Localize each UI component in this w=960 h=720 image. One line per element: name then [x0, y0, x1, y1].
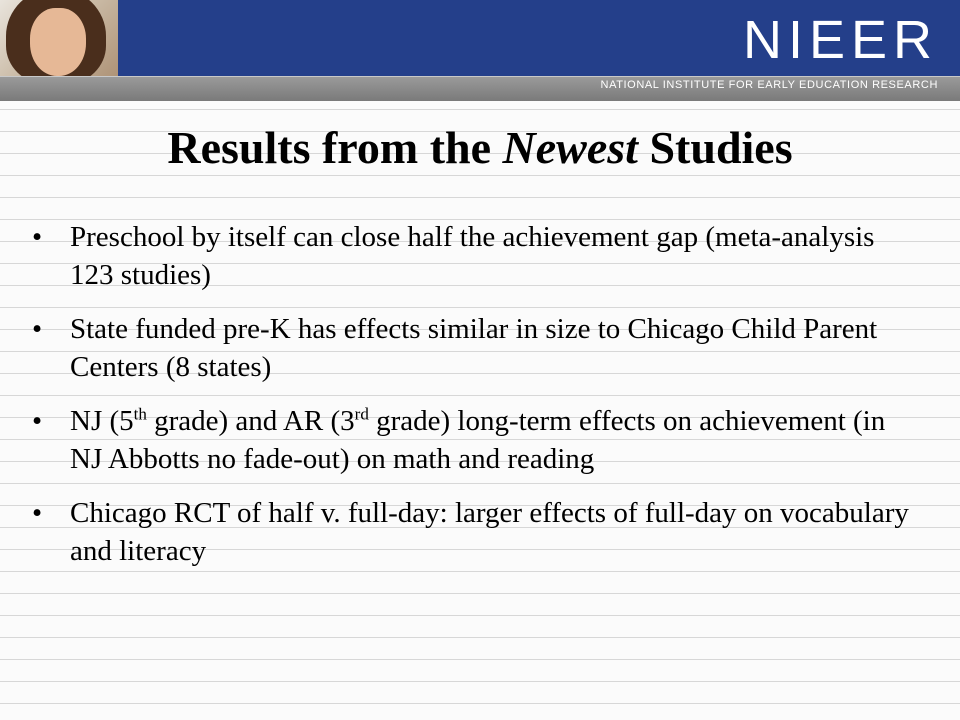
- bullet-item: [30, 402, 920, 478]
- ordinal-suffix: th: [133, 404, 147, 424]
- institute-tagline: NATIONAL INSTITUTE FOR EARLY EDUCATION RESEARCH: [600, 79, 938, 91]
- bullet-text-part: grade) and AR (3: [146, 405, 355, 437]
- bullet-list: [30, 218, 920, 586]
- photo-face: [30, 8, 86, 76]
- slide-title: [0, 118, 960, 178]
- bullet-item: [30, 494, 920, 570]
- ordinal-suffix: rd: [354, 404, 369, 424]
- bullet-item: [30, 310, 920, 386]
- bullet-text: State funded pre-K has effects similar in size to Chicago Child Parent Centers (8 states): [70, 313, 878, 383]
- header-banner: [0, 0, 960, 100]
- bullet-text: Preschool by itself can close half the achievement gap (meta-analysis 123 studies): [70, 221, 875, 291]
- bullet-text: Chicago RCT of half v. full-day: larger effects of full-day on vocabulary and literacy: [70, 497, 909, 567]
- title-end: Studies: [637, 122, 793, 173]
- bullet-item: [30, 218, 920, 294]
- bullet-text-part: NJ (5: [70, 405, 134, 437]
- bullet-text-part: grade) long-term effects on achievement (in NJ Abbotts no fade-out) on math and reading: [70, 405, 886, 475]
- nieer-logo: NIEER: [742, 10, 938, 70]
- title-italic: Newest: [502, 122, 638, 173]
- title-start: Results from the: [167, 122, 503, 173]
